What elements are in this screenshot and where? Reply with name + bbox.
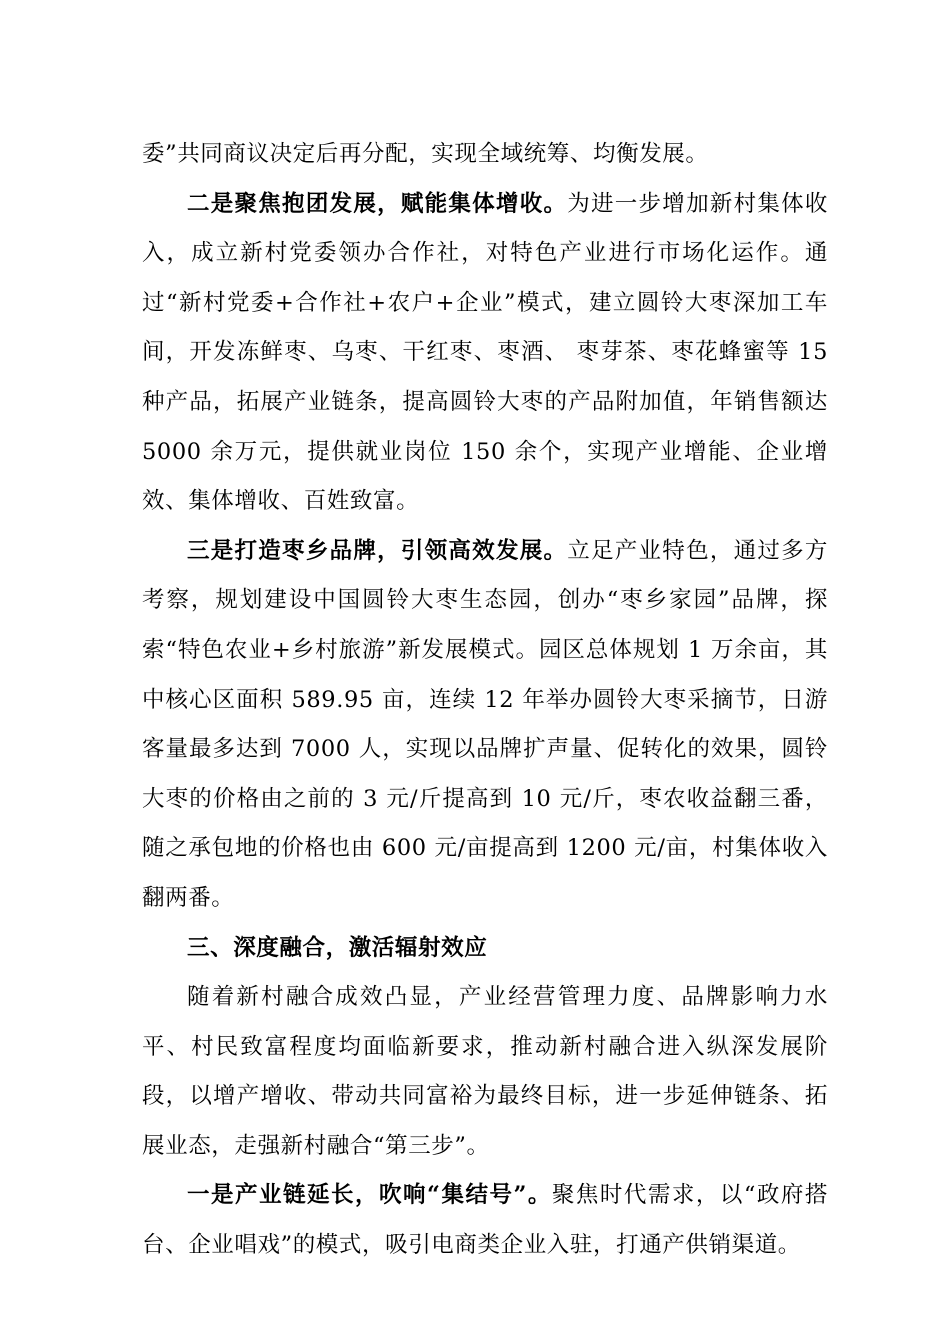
paragraph-continuation	[142, 130, 828, 180]
paragraph-text: 为进一步增加新村集体收入，成立新村党委领办合作社，对特色产业进行市场化运作。通过“新村党委+合作社+农户+企业”模式，建立圆铃大枣深加工车间，开发冻鲜枣、乌枣、干红枣、枣酒、 枣芽茶、枣花蜂蜜等 15 种产品，拓展产业链条，提高圆铃大枣的产品附加值，年销售额达 5000 余万元，提供就业岗位 150 余个，实现产业增能、企业增效、集体增收、百姓致富。	[142, 190, 828, 515]
section-heading: 三、深度融合，激活辐射效应	[187, 934, 488, 961]
document-body	[142, 130, 828, 1271]
paragraph-lead: 三是打造枣乡品牌，引领高效发展。	[187, 537, 568, 564]
paragraph-text: 立足产业特色，通过多方考察，规划建设中国圆铃大枣生态园，创办“枣乡家园”品牌，探索“特色农业+乡村旅游”新发展模式。园区总体规划 1 万余亩，其中核心区面积 589.95 亩，连续 12 年举办圆铃大枣采摘节，日游客量最多达到 7000 人，实现以品牌扩声量、促转化的效果，圆铃大枣的价格由之前的 3 元/斤提高到 10 元/斤，枣农收益翻三番，随之承包地的价格也由 600 元/亩提高到 1200 元/亩，村集体收入翻两番。	[142, 537, 828, 911]
paragraph-brand	[142, 527, 828, 924]
paragraph-industry-chain	[142, 1171, 828, 1270]
paragraph-deep-integration	[142, 973, 828, 1171]
paragraph-lead: 二是聚焦抱团发展，赋能集体增收。	[187, 190, 568, 217]
paragraph-lead: 一是产业链延长，吹响“集结号”。	[187, 1182, 552, 1209]
paragraph-text: 聚焦时代需求，以“政府搭台、企业唱戏”的模式，吸引电商类企业入驻，打通产供销渠道。	[142, 1182, 829, 1259]
paragraph-collective-income	[142, 180, 828, 527]
paragraph-text: 随着新村融合成效凸显，产业经营管理力度、品牌影响力水平、村民致富程度均面临新要求，推动新村融合进入纵深发展阶段，以增产增收、带动共同富裕为最终目标，进一步延伸链条、拓展业态，走强新村融合“第三步”。	[142, 984, 828, 1159]
paragraph-text: 委”共同商议决定后再分配，实现全域统筹、均衡发展。	[142, 141, 709, 167]
